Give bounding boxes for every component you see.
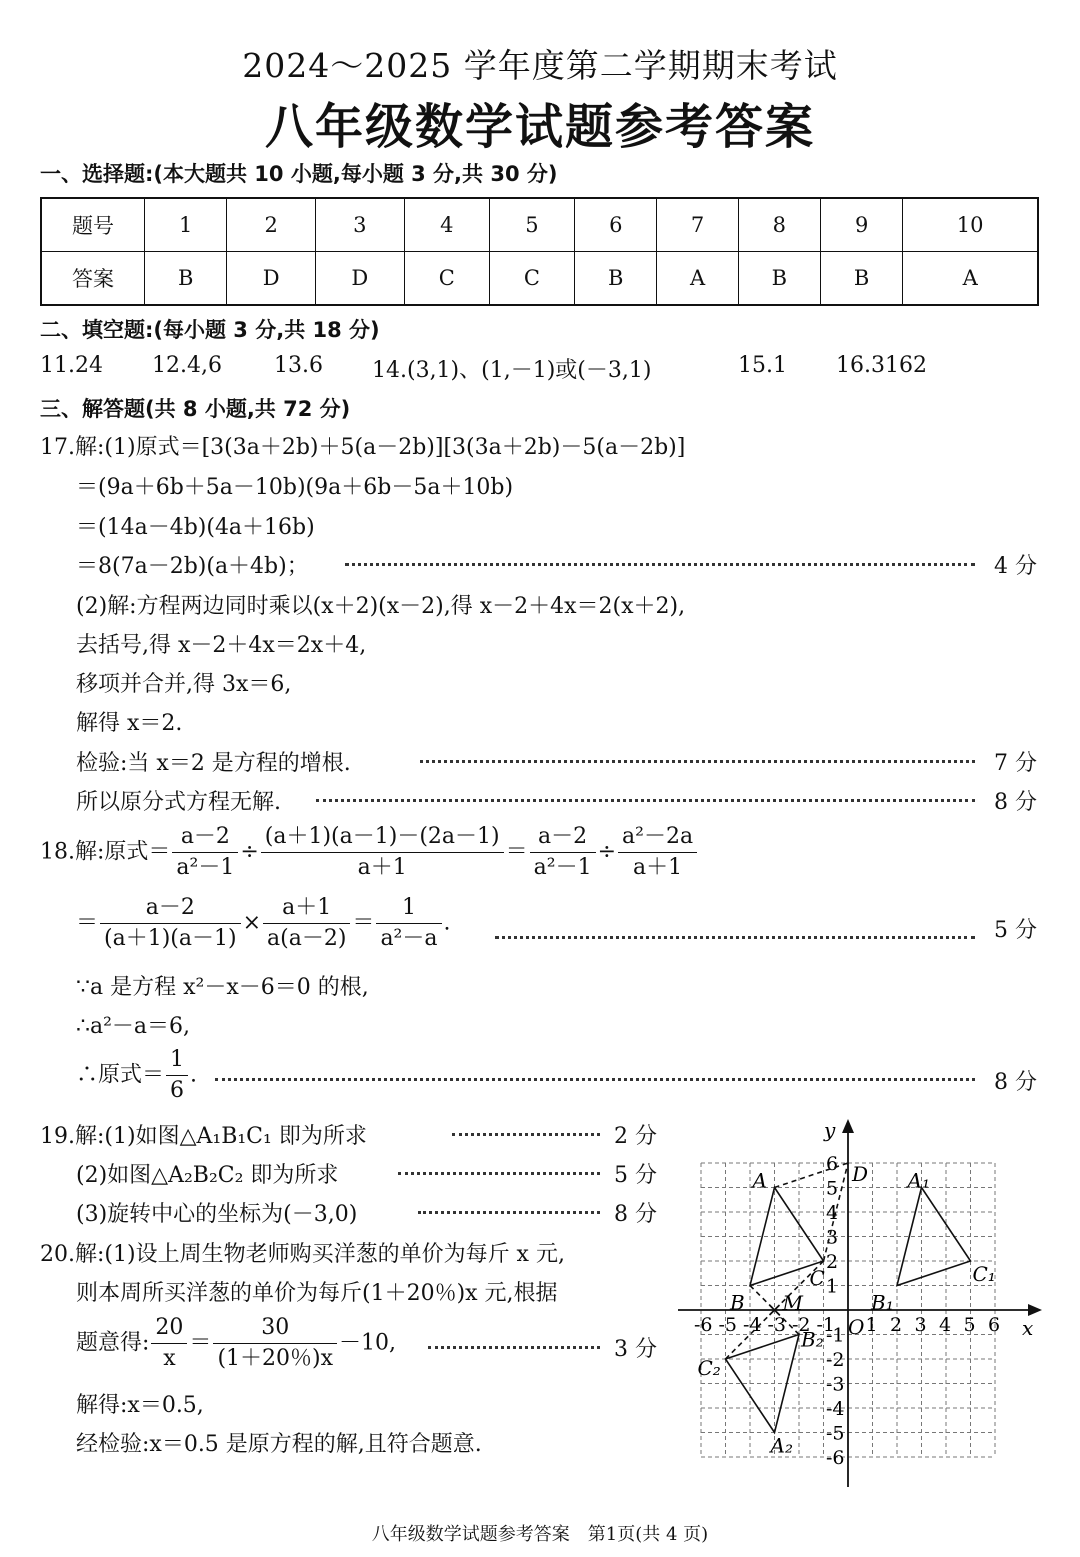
q18-line: ∵a 是方程 x²－x－6＝0 的根, — [76, 975, 369, 1000]
q17-line: ＝(9a＋6b＋5a－10b)(9a＋6b－5a＋10b) — [76, 475, 514, 500]
dot-leader — [452, 1133, 600, 1136]
x-tick-label: 3 — [914, 1314, 927, 1336]
q18-prefix: 18.解:原式＝ — [40, 839, 171, 865]
q18-line: ∴a²－a＝6, — [76, 1014, 191, 1039]
y-tick-label: -4 — [826, 1398, 845, 1420]
dot-leader — [420, 760, 975, 763]
q18-line5: ∴原式＝ $\frac{1}{6}$ . — [76, 1045, 197, 1106]
y-tick-label: -1 — [826, 1324, 845, 1347]
origin-label: O — [848, 1315, 865, 1339]
question-number: 1 — [145, 198, 227, 252]
question-number: 5 — [489, 198, 574, 252]
x-tick-label: 1 — [865, 1314, 878, 1336]
x-tick-label: -4 — [743, 1314, 762, 1336]
dot-leader — [215, 1078, 975, 1081]
score-mark: 5 分 — [614, 1163, 657, 1188]
y-tick-label: 2 — [826, 1251, 839, 1273]
x-tick-label: 5 — [963, 1314, 976, 1336]
fraction — [151, 1313, 187, 1374]
point-label: A₂ — [770, 1433, 793, 1458]
q20-line: 20.解:(1)设上周生物老师购买洋葱的单价为每斤 x 元, — [40, 1242, 565, 1267]
numerator: a－2 — [530, 822, 596, 853]
question-number: 8 — [738, 198, 820, 252]
fill-answer: 16.3162 — [836, 353, 927, 378]
y-tick-label: -3 — [826, 1373, 845, 1396]
point-label: A₁ — [907, 1168, 930, 1193]
y-tick-label: -5 — [826, 1422, 845, 1445]
x-tick-label: -5 — [718, 1314, 738, 1336]
question-number: 2 — [227, 198, 316, 252]
dot-leader — [316, 799, 975, 802]
fraction — [213, 1313, 337, 1374]
answer-cell: B — [820, 252, 902, 306]
numerator: 20 — [151, 1313, 187, 1344]
score-mark: 8 分 — [614, 1202, 657, 1227]
section2-title: 二、填空题:(每小题 3 分,共 18 分) — [40, 318, 380, 342]
numerator: 1 — [376, 893, 441, 924]
x-tick-label: -2 — [792, 1314, 811, 1336]
q18-line1 — [40, 822, 699, 883]
fraction — [100, 893, 241, 954]
operator: × — [242, 910, 262, 936]
section1-title: 一、选择题:(本大题共 10 小题,每小题 3 分,共 30 分) — [40, 162, 558, 186]
y-tick-label: 3 — [826, 1226, 839, 1249]
numerator: (a＋1)(a－1)－(2a－1) — [261, 822, 504, 853]
q17-line: (2)解:方程两边同时乘以(x＋2)(x－2),得 x－2＋4x＝2(x＋2), — [76, 594, 686, 619]
q17-line: 17.解:(1)原式＝[3(3a＋2b)＋5(a－2b)][3(3a＋2b)－5(a－2b)] — [40, 435, 686, 460]
fill-answer: 13.6 — [274, 353, 323, 378]
denominator: x — [163, 1346, 176, 1371]
fraction — [172, 822, 238, 883]
score-mark: 8 分 — [994, 1070, 1037, 1095]
q17-line: 检验:当 x＝2 是方程的增根. — [76, 751, 351, 776]
page-footer: 八年级数学试题参考答案 第1页(共 4 页) — [371, 1524, 709, 1545]
q17-line: 移项并合并,得 3x＝6, — [76, 672, 292, 697]
answer-cell: B — [145, 252, 227, 306]
operator: ＝ — [76, 910, 99, 936]
denominator: a＋1 — [357, 855, 407, 880]
denominator: a＋1 — [632, 855, 683, 880]
denominator: (a＋1)(a－1) — [104, 926, 237, 951]
point-label: B₁ — [871, 1290, 894, 1315]
answer-cell: D — [316, 252, 405, 306]
y-tick-label: 5 — [826, 1177, 839, 1200]
numerator: a²－2a — [618, 822, 697, 853]
section3-title: 三、解答题(共 8 小题,共 72 分) — [40, 397, 351, 421]
q20-line: 则本周所买洋葱的单价为每斤(1＋20％)x 元,根据 — [76, 1281, 558, 1306]
operator: ＝ — [505, 839, 528, 865]
q20-prefix: 题意得: — [76, 1330, 150, 1356]
dot-leader — [398, 1172, 600, 1175]
operator: ÷ — [597, 839, 617, 865]
answer-cell: A — [903, 252, 1038, 306]
question-number: 9 — [820, 198, 902, 252]
answer-table — [40, 197, 1039, 306]
operator: ÷ — [240, 839, 259, 865]
x-axis-label: x — [1022, 1316, 1034, 1340]
q20-line: 解得:x＝0.5, — [76, 1393, 204, 1418]
y-tick-label: -2 — [826, 1349, 845, 1371]
question-number: 6 — [575, 198, 657, 252]
question-number: 7 — [657, 198, 738, 252]
denominator: a²－1 — [176, 855, 235, 880]
point-label: C — [809, 1266, 825, 1290]
q18-prefix: ∴原式＝ — [76, 1062, 165, 1088]
q17-line: 去括号,得 x－2＋4x＝2x＋4, — [76, 633, 367, 658]
answer-cell: C — [489, 252, 574, 306]
dot-leader — [418, 1211, 600, 1214]
q17-line: ＝8(7a－2b)(a＋4b)； — [76, 554, 309, 579]
x-tick-label: -1 — [816, 1314, 836, 1336]
question-number: 4 — [404, 198, 489, 252]
score-mark: 7 分 — [994, 751, 1037, 776]
q17-line: 所以原分式方程无解. — [76, 790, 281, 815]
operator: ＝ — [352, 910, 375, 936]
exam-title: 2024～2025 学年度第二学期期末考试 — [242, 46, 838, 85]
score-mark: 8 分 — [994, 790, 1037, 815]
x-tick-label: 6 — [988, 1314, 1001, 1336]
question-number: 3 — [316, 198, 405, 252]
answer-cell: C — [404, 252, 489, 306]
point-label: B₂ — [801, 1327, 824, 1352]
y-tick-labels — [826, 1153, 845, 1469]
answer-cell: B — [738, 252, 820, 306]
y-tick-label: 1 — [826, 1275, 839, 1298]
table-row — [41, 198, 1038, 252]
denominator: (1＋20％)x — [217, 1346, 334, 1371]
numerator: 30 — [213, 1313, 337, 1344]
y-arrow-icon — [842, 1119, 854, 1133]
point-label: C₂ — [697, 1356, 721, 1380]
q17-line: 解得 x＝2. — [76, 711, 183, 736]
score-mark: 3 分 — [614, 1337, 657, 1362]
fraction — [530, 822, 596, 883]
fill-answer: 15.1 — [738, 353, 787, 378]
x-tick-label: 2 — [890, 1314, 903, 1336]
q19-line: (2)如图△A₂B₂C₂ 即为所求 — [76, 1163, 339, 1188]
q19-line: (3)旋转中心的坐标为(－3,0) — [76, 1202, 358, 1227]
y-tick-label: 6 — [826, 1153, 839, 1175]
numerator: 1 — [166, 1045, 188, 1076]
coordinate-graph — [670, 1115, 1050, 1490]
score-mark: 2 分 — [614, 1124, 657, 1149]
fill-answer: 14.(3,1)、(1,－1)或(－3,1) — [372, 358, 652, 383]
numerator: a－2 — [172, 822, 238, 853]
y-axis-label: y — [824, 1118, 836, 1142]
fraction — [618, 822, 697, 883]
q20-suffix: －10, — [339, 1330, 397, 1356]
fraction — [263, 893, 350, 954]
denominator: 6 — [170, 1078, 185, 1103]
fraction — [166, 1045, 188, 1106]
dot-leader — [495, 936, 975, 939]
q20-line: 经检验:x＝0.5 是原方程的解,且符合题意. — [76, 1432, 482, 1457]
denominator: a²－1 — [533, 855, 592, 880]
denominator: a(a－2) — [267, 926, 347, 951]
fraction — [376, 893, 441, 954]
point-label: A — [752, 1168, 767, 1193]
table-row — [41, 252, 1038, 306]
answer-cell: B — [575, 252, 657, 306]
point-label: C₁ — [972, 1262, 996, 1286]
row-label: 题号 — [41, 198, 145, 252]
point-label: D — [852, 1162, 869, 1186]
answer-cell: A — [657, 252, 738, 306]
row-label: 答案 — [41, 252, 145, 306]
fill-answer: 11.24 — [40, 353, 103, 378]
point-label: M — [782, 1291, 803, 1315]
q20-line3 — [76, 1313, 396, 1374]
y-tick-label: -6 — [826, 1447, 845, 1469]
q19-line: 19.解:(1)如图△A₁B₁C₁ 即为所求 — [40, 1124, 367, 1149]
fraction — [261, 822, 504, 883]
point-label: B — [730, 1290, 745, 1315]
q18-line2: ＝ $\frac{a-2}{(a+1)(a-1)}$ × $\frac{a+1}{a(a-2)}$ ＝ $\frac{1}{\text{a²－a}}$ . — [76, 893, 451, 954]
q17-line: ＝(14a－4b)(4a＋16b) — [76, 515, 315, 540]
answer-cell: D — [227, 252, 316, 306]
x-tick-label: -6 — [694, 1314, 713, 1336]
denominator: a²－a — [380, 926, 438, 951]
y-tick-label: 4 — [826, 1202, 839, 1224]
dot-leader — [345, 563, 975, 566]
operator: ＝ — [189, 1330, 212, 1356]
question-number: 10 — [903, 198, 1038, 252]
numerator: a＋1 — [263, 893, 350, 924]
answer-key-title: 八年级数学试题参考答案 — [264, 99, 815, 155]
score-mark: 5 分 — [994, 918, 1037, 943]
score-mark: 4 分 — [994, 554, 1037, 579]
numerator: a－2 — [100, 893, 241, 924]
dot-leader — [428, 1346, 600, 1349]
x-tick-label: -3 — [767, 1314, 787, 1336]
x-arrow-icon — [1028, 1304, 1042, 1316]
fill-answer: 12.4,6 — [152, 353, 222, 378]
x-tick-label: 4 — [939, 1314, 952, 1336]
